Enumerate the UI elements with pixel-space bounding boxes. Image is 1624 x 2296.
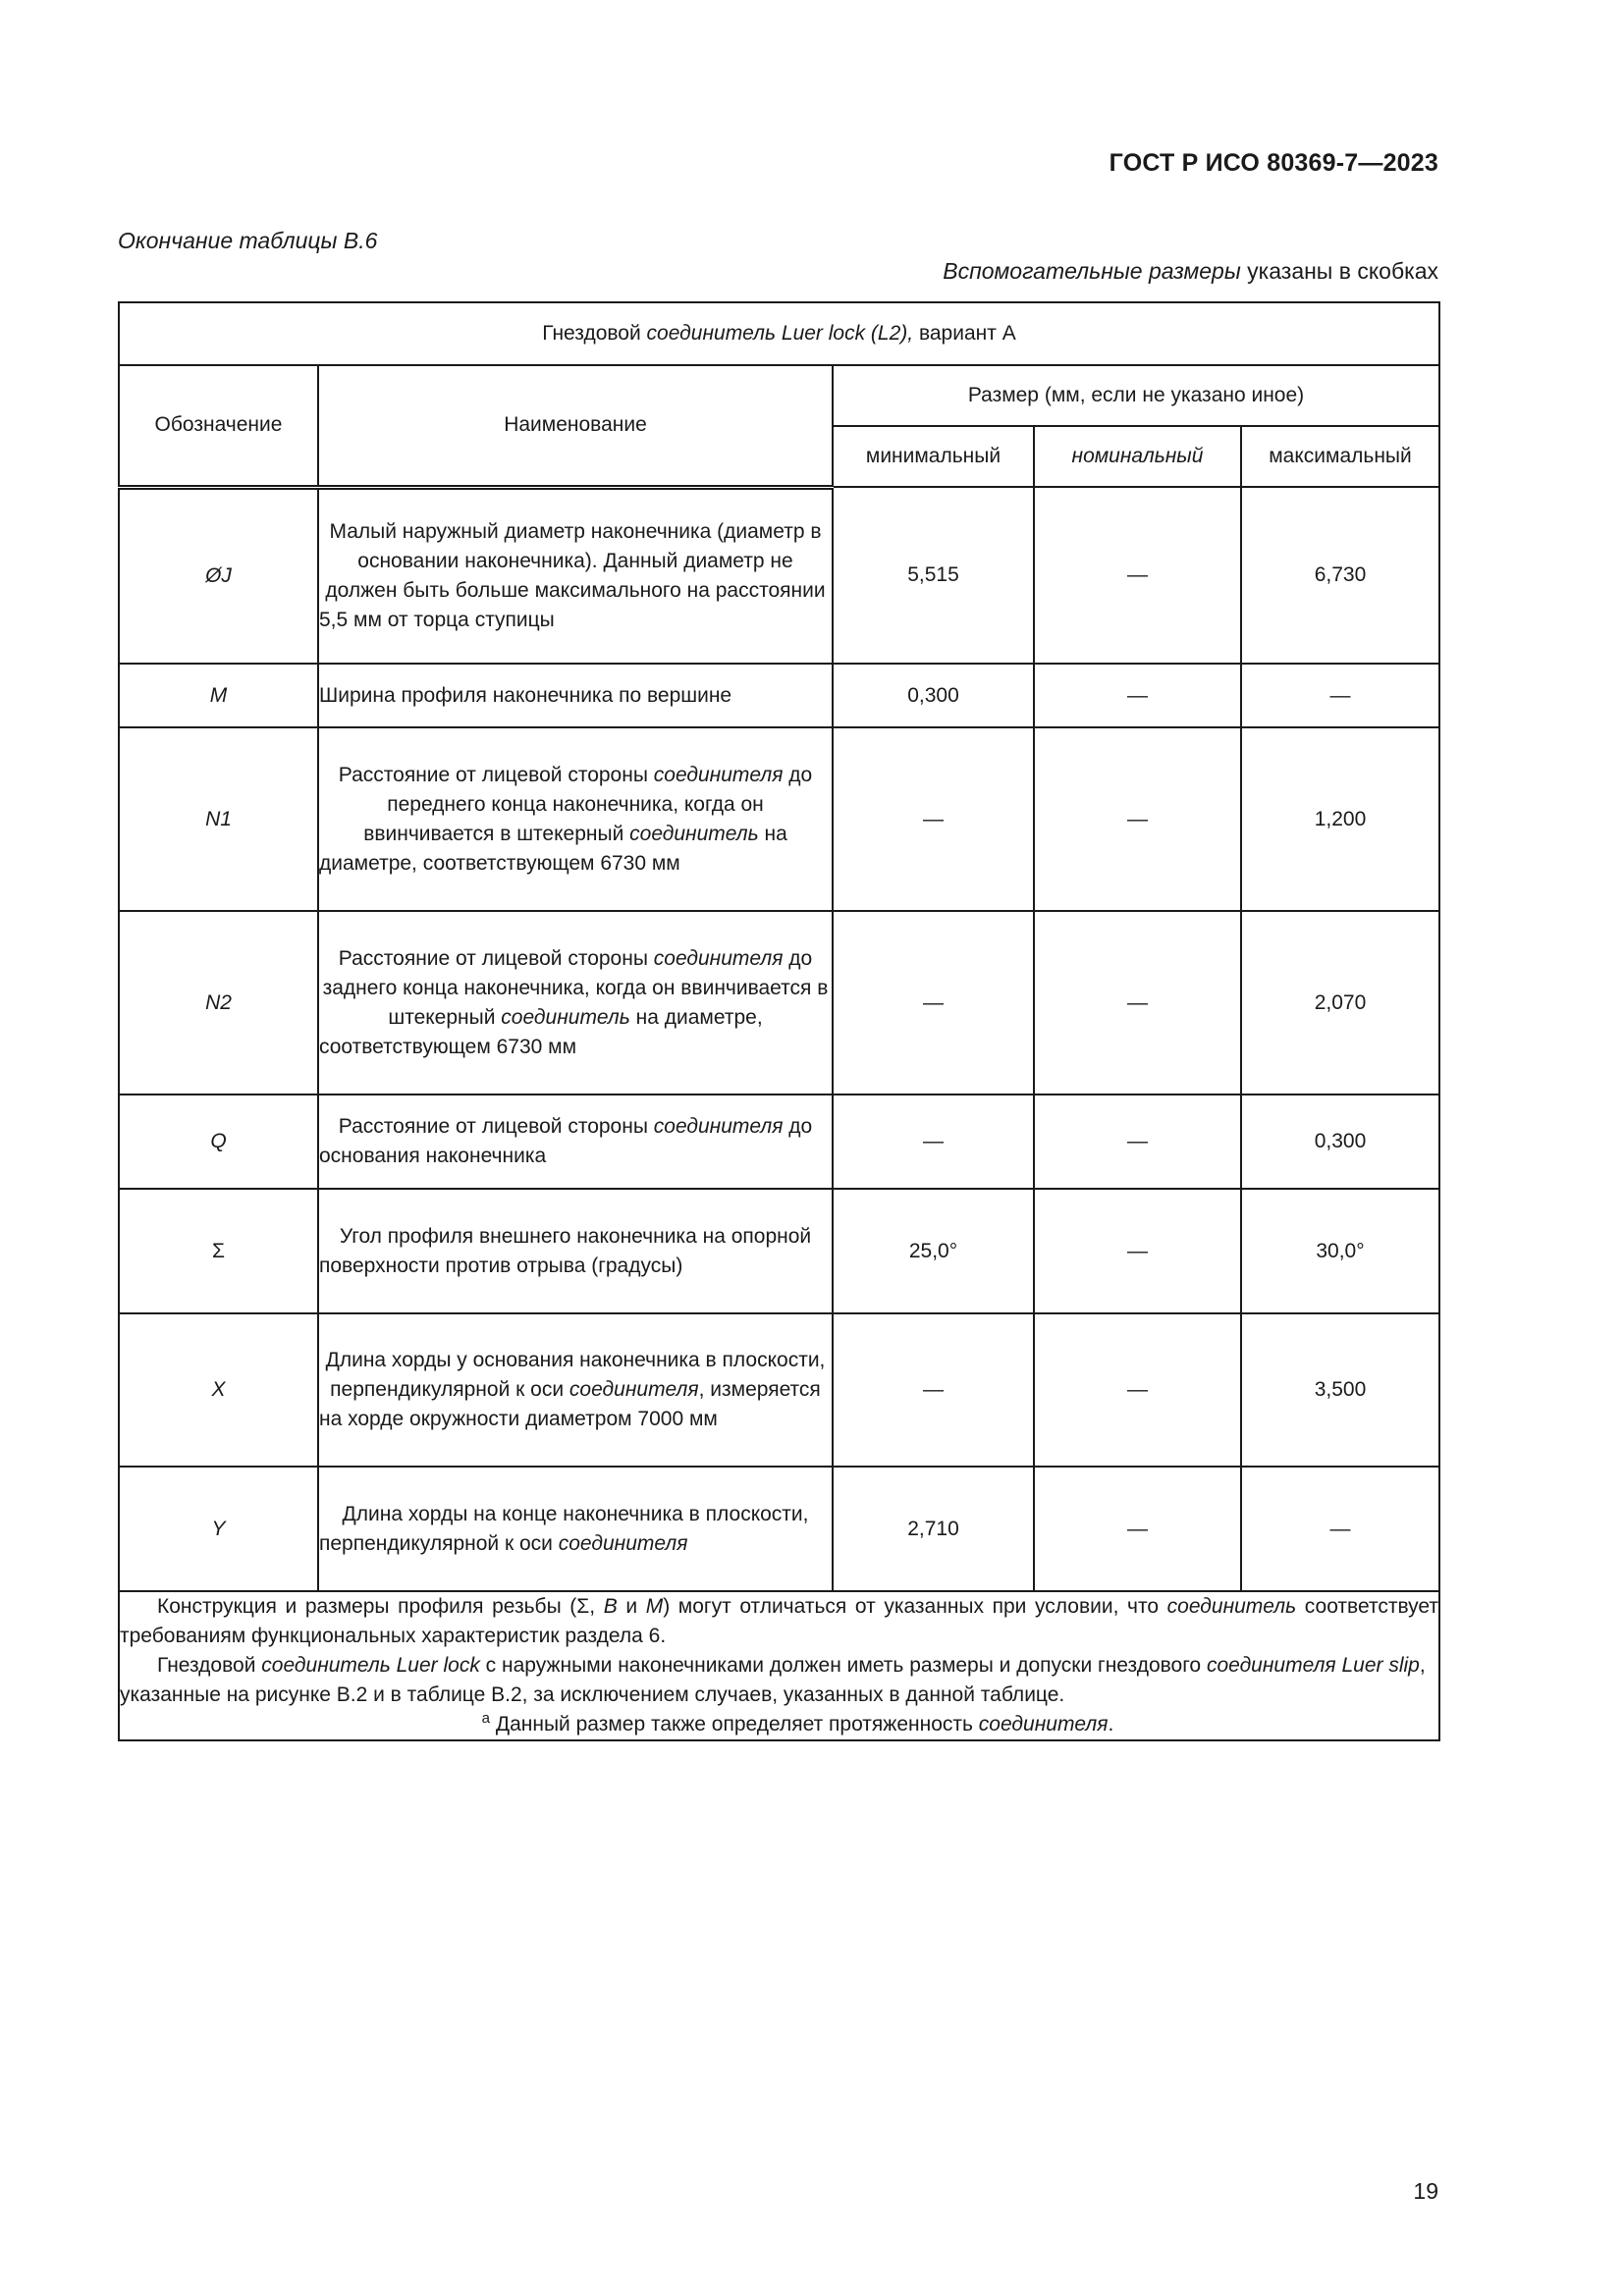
symbol-cell: ØJ <box>119 487 318 664</box>
table-row <box>119 1313 1439 1467</box>
aux-note-italic: Вспомогательные размеры <box>943 258 1241 284</box>
nominal-value-cell: — <box>1034 487 1241 664</box>
page-number: 19 <box>1413 2178 1438 2204</box>
table-row <box>119 487 1439 664</box>
name-cell: Длина хорды на конце наконечника в плоскости, перпендикулярной к оси соединителя <box>318 1467 833 1591</box>
max-value-cell: — <box>1241 1467 1439 1591</box>
symbol-cell: M <box>119 664 318 727</box>
col-header-size: Размер (мм, если не указано иное) <box>833 365 1439 426</box>
table-row <box>119 1189 1439 1313</box>
footnote-a-text: Данный размер также определяет протяженность соединителя. <box>490 1713 1114 1735</box>
name-cell: Угол профиля внешнего наконечника на опорной поверхности против отрыва (градусы) <box>318 1189 833 1313</box>
table-title: Гнездовой соединитель Luer lock (L2), вариант А <box>119 302 1439 365</box>
min-value-cell: — <box>833 727 1034 911</box>
col-header-name: Наименование <box>318 365 833 487</box>
dimensions-table <box>118 301 1440 1741</box>
footnotes-row <box>119 1591 1439 1740</box>
table-row <box>119 911 1439 1095</box>
standard-designation: ГОСТ Р ИСО 80369-7—2023 <box>1109 149 1438 177</box>
symbol-cell: N2 <box>119 911 318 1095</box>
table-title-row <box>119 302 1439 365</box>
name-cell: Ширина профиля наконечника по вершине <box>318 664 833 727</box>
nominal-value-cell: — <box>1034 911 1241 1095</box>
max-value-cell: 1,200 <box>1241 727 1439 911</box>
col-header-designation: Обозначение <box>119 365 318 487</box>
min-value-cell: 5,515 <box>833 487 1034 664</box>
name-cell: Малый наружный диаметр наконечника (диаметр в основании наконечника). Данный диаметр не должен быть больше максимального на расстоянии 5,5 мм от торца ступицы <box>318 487 833 664</box>
nominal-value-cell: — <box>1034 727 1241 911</box>
aux-note-rest: указаны в скобках <box>1240 258 1438 284</box>
auxiliary-dimensions-note <box>943 258 1438 285</box>
symbol-cell: Q <box>119 1095 318 1189</box>
col-header-min: минимальный <box>833 426 1034 487</box>
min-value-cell: 25,0° <box>833 1189 1034 1313</box>
symbol-cell: Σ <box>119 1189 318 1313</box>
min-value-cell: 2,710 <box>833 1467 1034 1591</box>
max-value-cell: 6,730 <box>1241 487 1439 664</box>
nominal-value-cell: — <box>1034 1189 1241 1313</box>
symbol-cell: N1 <box>119 727 318 911</box>
table-row <box>119 727 1439 911</box>
table-row <box>119 1467 1439 1591</box>
footnote-mark: а <box>481 1710 491 1727</box>
footnotes-cell <box>119 1591 1439 1740</box>
footnote-a <box>120 1710 1438 1739</box>
col-header-max: максимальный <box>1241 426 1439 487</box>
table-row <box>119 1095 1439 1189</box>
min-value-cell: — <box>833 1313 1034 1467</box>
table-row <box>119 664 1439 727</box>
max-value-cell: 3,500 <box>1241 1313 1439 1467</box>
nominal-value-cell: — <box>1034 1467 1241 1591</box>
nominal-value-cell: — <box>1034 1095 1241 1189</box>
footnote-paragraph-2: Гнездовой соединитель Luer lock с наружными наконечниками должен иметь размеры и допуски гнездового соединителя Luer slip, указанные на рисунке В.2 и в таблице В.2, за исключением случаев, указанных в данной таблице. <box>120 1654 1426 1706</box>
col-header-nominal: номинальный <box>1034 426 1241 487</box>
name-cell: Длина хорды у основания наконечника в плоскости, перпендикулярной к оси соединителя, измеряется на хорде окружности диаметром 7000 мм <box>318 1313 833 1467</box>
max-value-cell: 2,070 <box>1241 911 1439 1095</box>
table-continuation-caption: Окончание таблицы В.6 <box>118 228 378 253</box>
name-cell: Расстояние от лицевой стороны соединителя до переднего конца наконечника, когда он ввинчивается в штекерный соединитель на диаметре, соответствующем 6730 мм <box>318 727 833 911</box>
min-value-cell: — <box>833 911 1034 1095</box>
min-value-cell: — <box>833 1095 1034 1189</box>
max-value-cell: 30,0° <box>1241 1189 1439 1313</box>
header-row <box>119 365 1439 426</box>
name-cell: Расстояние от лицевой стороны соединителя до основания наконечника <box>318 1095 833 1189</box>
footnote-paragraph-1: Конструкция и размеры профиля резьбы (Σ, B и M) могут отличаться от указанных при условии, что соединитель соответствует требованиям функциональных характеристик раздела 6. <box>120 1595 1438 1647</box>
symbol-cell: X <box>119 1313 318 1467</box>
nominal-value-cell: — <box>1034 1313 1241 1467</box>
max-value-cell: — <box>1241 664 1439 727</box>
symbol-cell: Y <box>119 1467 318 1591</box>
nominal-value-cell: — <box>1034 664 1241 727</box>
name-cell: Расстояние от лицевой стороны соединителя до заднего конца наконечника, когда он ввинчивается в штекерный соединитель на диаметре, соответствующем 6730 мм <box>318 911 833 1095</box>
min-value-cell: 0,300 <box>833 664 1034 727</box>
max-value-cell: 0,300 <box>1241 1095 1439 1189</box>
